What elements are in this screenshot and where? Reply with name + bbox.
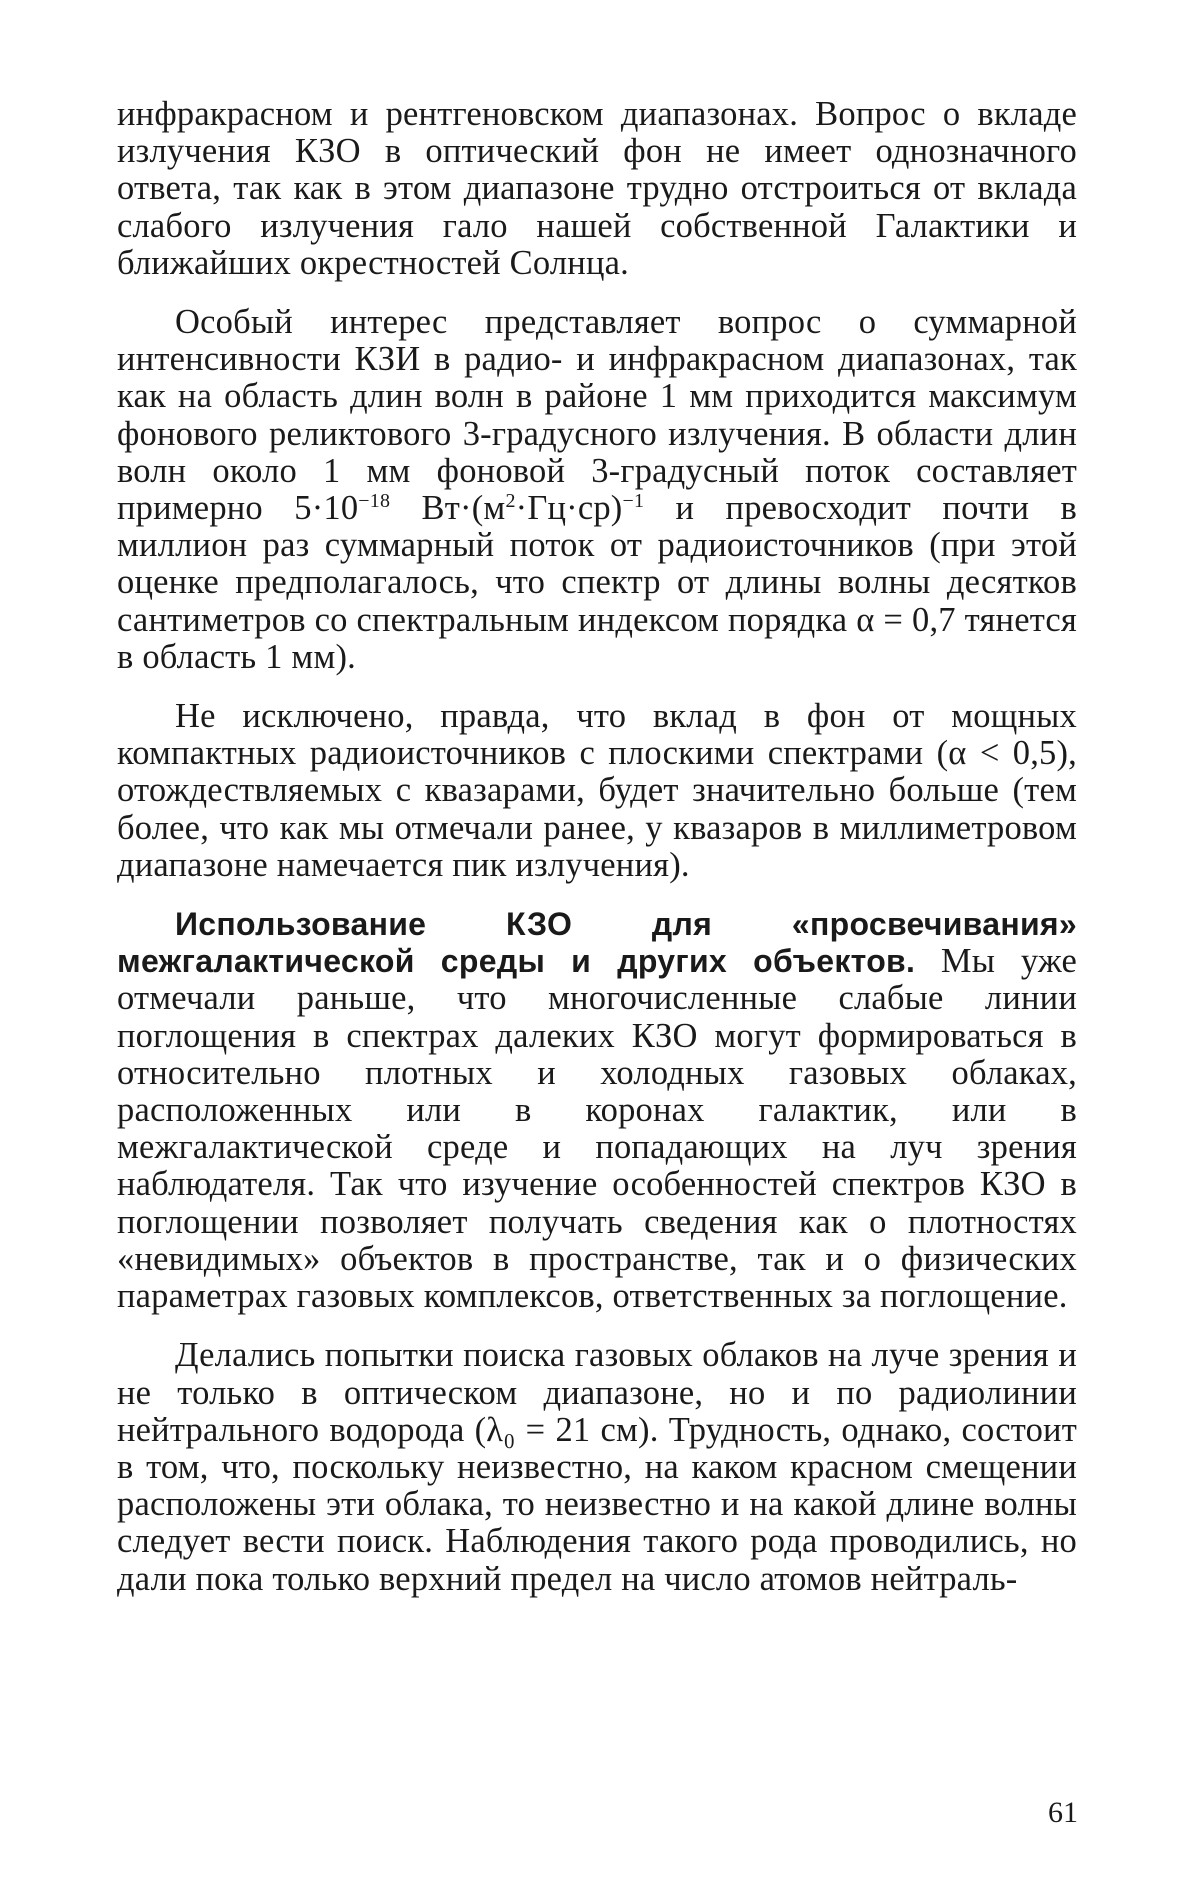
paragraph-3: Не исключено, правда, что вклад в фон от мощных компактных радиоисточников с плоскими спектрами (α < 0,5), отождествляемых с квазарами, будет значительно больше (тем более, что как мы отмечали ранее, у квазаров в миллиметровом диапазоне намечается пик излучения). xyxy=(117,697,1077,884)
page-body xyxy=(117,96,1077,1598)
paragraph-2-text-c: ·Гц·ср) xyxy=(515,489,623,528)
page-number: 61 xyxy=(1048,1796,1078,1829)
section-heading: Использование КЗО для «просвечивания» межгалактической среды и других объектов. xyxy=(117,906,1077,980)
paragraph-4 xyxy=(117,906,1077,1315)
exponent-flux: −18 xyxy=(358,490,391,513)
exponent-m2: 2 xyxy=(505,490,516,513)
paragraph-gap xyxy=(117,884,1077,906)
paragraph-gap xyxy=(117,1315,1077,1337)
paragraph-2-text-a: Особый интерес представляет вопрос о суммарной интенсивности КЗИ в радио- и инфракрасном диапазонах, так как на область длин волн в районе 1 мм приходится максимум фонового реликтового 3-градусного излучения. В области длин волн около 1 мм фоновой 3-градусный поток составляет примерно 5·10 xyxy=(117,303,1077,528)
paragraph-1: инфракрасном и рентгеновском диапазонах. Вопрос о вкладе излучения КЗО в оптический фон не имеет однозначного ответа, так как в этом диапазоне трудно отстроиться от вклада слабого излучения гало нашей собственной Галактики и ближайших окрестностей Солнца. xyxy=(117,95,1077,282)
paragraph-4-body: Мы уже отмечали раньше, что многочисленные слабые линии поглощения в спектрах далеких КЗО могут формироваться в относительно плотных и холодных газовых облаках, расположенных или в коронах галактик, или в межгалактической среде и попадающих на луч зрения наблюдателя. Так что изучение особенностей спектров КЗО в поглощении позволяет получать сведения как о плотностях «невидимых» объектов в пространстве, так и о физических параметрах газовых комплексов, ответственных за поглощение. xyxy=(117,942,1077,1316)
paragraph-2-text-b: Вт·(м xyxy=(390,489,506,528)
paragraph-gap xyxy=(117,282,1077,304)
paragraph-gap xyxy=(117,676,1077,698)
exponent-minus-one: −1 xyxy=(622,490,645,513)
paragraph-5: Делались попытки поиска газовых облаков на луче зрения и не только в оптическом диапазоне, но и по радиолинии нейтрального водорода (λ₀ = 21 см). Трудность, однако, состоит в том, что, поскольку неизвестно, на каком красном смещении расположены эти облака, то неизвестно и на какой длине волны следует вести поиск. Наблюдения такого рода проводились, но дали пока только верхний предел на число атомов нейтраль- xyxy=(117,1336,1077,1598)
paragraph-2 xyxy=(117,304,1077,676)
paragraph-2-text-d: и превосходит почти в миллион раз суммарный поток от радиоисточников (при этой оценке предполагалось, что спектр от длины волны десятков сантиметров со спектральным индексом порядка α = 0,7 тянется в область 1 мм). xyxy=(117,489,1077,676)
